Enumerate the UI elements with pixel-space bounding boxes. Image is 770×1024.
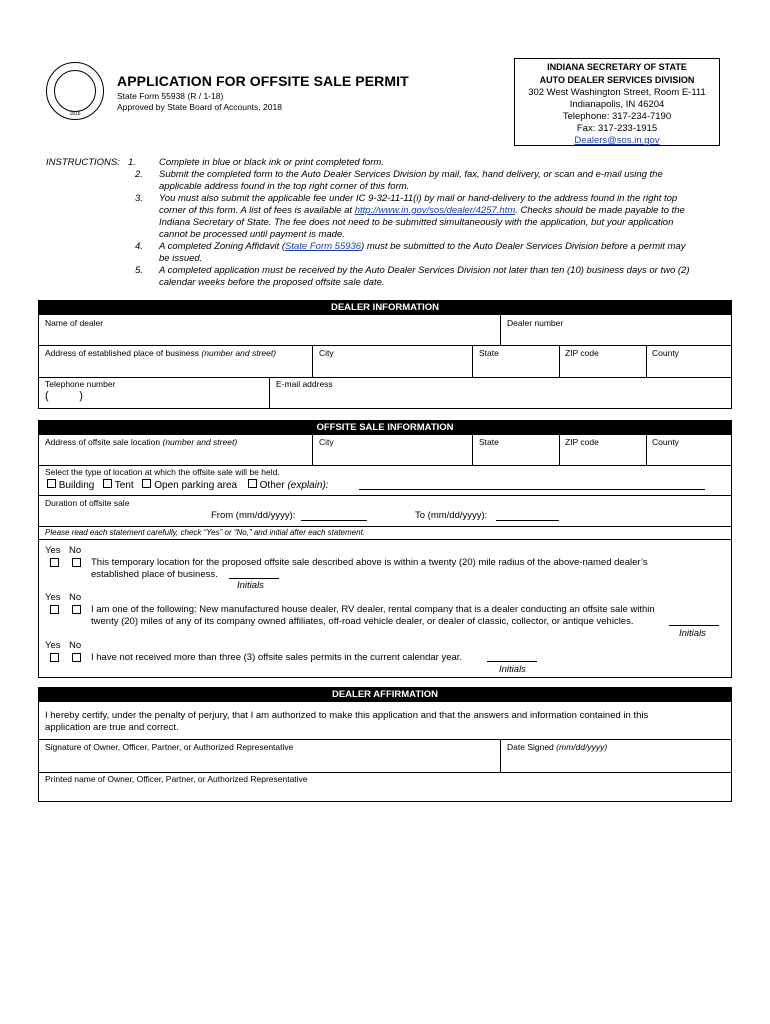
business-address-field[interactable] xyxy=(41,359,309,372)
location-type-label: Select the type of location at which the offsite sale will be held. xyxy=(45,467,280,477)
divider xyxy=(472,435,473,465)
instruction-num-4: 4. xyxy=(135,241,143,252)
dealer-number-label: Dealer number xyxy=(507,318,564,328)
state-seal xyxy=(46,62,104,120)
printed-name-field[interactable] xyxy=(41,785,729,799)
date-signed-field[interactable] xyxy=(504,753,728,768)
statement3-no-label: No xyxy=(69,640,82,651)
divider xyxy=(559,345,560,377)
building-checkbox[interactable] xyxy=(47,479,56,488)
statement1-line1: This temporary location for the proposed offsite sale described above is within a twenty (20) mile radius of the above-named dealer’s xyxy=(91,557,648,568)
divider xyxy=(500,739,501,772)
divider xyxy=(39,495,731,496)
zoning-affidavit-link[interactable]: State Form 55936 xyxy=(285,241,362,252)
offsite-address-label-a: Address of offsite sale location xyxy=(45,437,163,447)
dealer-information-section xyxy=(38,300,732,409)
offsite-city-field[interactable] xyxy=(315,448,470,461)
offsite-address-field[interactable] xyxy=(41,448,309,461)
statement2-line1: I am one of the following: New manufactured house dealer, RV dealer, rental company that is a dealer conducting an offsite sale within xyxy=(91,604,655,615)
from-date-label: From (mm/dd/yyyy): xyxy=(211,510,296,521)
offsite-city-label: City xyxy=(319,437,334,447)
offsite-state-label: State xyxy=(479,437,499,447)
divider xyxy=(39,345,731,346)
divider xyxy=(312,345,313,377)
agency-address-box xyxy=(514,58,720,146)
divider xyxy=(312,435,313,465)
instruction-2-line2: applicable address found in the top right corner of this form. xyxy=(159,181,410,192)
divider xyxy=(39,526,731,527)
divider xyxy=(39,739,731,740)
dealer-affirmation-heading: DEALER AFFIRMATION xyxy=(39,688,731,702)
instruction-4-line2: be issued. xyxy=(159,253,203,264)
statement1-no-label: No xyxy=(69,545,82,556)
divider xyxy=(269,377,270,409)
signature-label: Signature of Owner, Officer, Partner, or Authorized Representative xyxy=(45,742,294,752)
telephone-field[interactable]: ( ) xyxy=(45,390,83,402)
statement3-no-checkbox[interactable] xyxy=(72,653,81,662)
statement2-initials-label: Initials xyxy=(679,628,706,639)
other-checkbox[interactable] xyxy=(248,479,257,488)
statement2-no-checkbox[interactable] xyxy=(72,605,81,614)
statement3: I have not received more than three (3) offsite sales permits in the current calendar year. xyxy=(91,652,463,663)
tent-label: Tent xyxy=(114,480,134,491)
statement1-no-checkbox[interactable] xyxy=(72,558,81,567)
statement3-yes-checkbox[interactable] xyxy=(50,653,59,662)
instruction-3-line2a: corner of this form. A list of fees is available at xyxy=(159,205,355,216)
divider xyxy=(500,315,501,345)
printed-name-label: Printed name of Owner, Officer, Partner, or Authorized Representative xyxy=(45,774,308,784)
approval-note: Approved by State Board of Accounts, 2018 xyxy=(117,102,282,112)
instruction-4-a: A completed Zoning Affidavit ( xyxy=(159,241,286,252)
business-city-label: City xyxy=(319,348,334,358)
statement2-initials-field[interactable] xyxy=(669,625,719,626)
dealer-information-heading: DEALER INFORMATION xyxy=(39,301,731,315)
seal-inner-ring xyxy=(54,70,96,112)
duration-label: Duration of offsite sale xyxy=(45,498,130,508)
statement3-initials-field[interactable] xyxy=(487,661,537,662)
business-zip-label: ZIP code xyxy=(565,348,599,358)
instruction-5-line1: A completed application must be received by the Auto Dealer Services Division not later than ten (10) business days or two (2) xyxy=(159,265,690,276)
date-signed-label-b: (mm/dd/yyyy) xyxy=(556,742,608,752)
divider xyxy=(39,377,731,378)
fees-link[interactable]: http://www.in.gov/sos/dealer/4257.htm xyxy=(354,205,516,216)
agency-line2: AUTO DEALER SERVICES DIVISION xyxy=(539,75,695,85)
offsite-zip-field[interactable] xyxy=(562,448,644,461)
form-number: State Form 55938 (R / 1-18) xyxy=(117,91,224,101)
business-address-label-a: Address of established place of business xyxy=(45,348,202,358)
dealer-affirmation-section xyxy=(38,687,732,802)
affirmation-text-line1: I hereby certify, under the penalty of perjury, that I am authorized to make this application and that the answers and information contained in this xyxy=(45,710,649,721)
instruction-3-line3: Indiana Secretary of State. The fee does not need to be submitted simultaneously with the application, but your application xyxy=(159,217,674,228)
statement2-yes-label: Yes xyxy=(45,592,61,603)
divider xyxy=(646,345,647,377)
instruction-num-5: 5. xyxy=(135,265,143,276)
statement2-yes-checkbox[interactable] xyxy=(50,605,59,614)
tent-checkbox[interactable] xyxy=(103,479,112,488)
agency-street: 302 West Washington Street, Room E-111 xyxy=(528,87,706,98)
statement2-line2: twenty (20) miles of any of its company owned affiliates, off-road vehicle dealer, or dealer of classic, collector, or antique vehicles. xyxy=(91,616,634,627)
building-label: Building xyxy=(58,480,95,491)
to-date-label: To (mm/dd/yyyy): xyxy=(415,510,488,521)
form-title: APPLICATION FOR OFFSITE SALE PERMIT xyxy=(117,73,409,89)
instruction-4-b: ) must be submitted to the Auto Dealer Services Division before a permit may xyxy=(361,241,686,252)
instruction-3-line2b: . Checks should be made payable to the xyxy=(515,205,685,216)
offsite-zip-label: ZIP code xyxy=(565,437,599,447)
offsite-sale-section xyxy=(38,420,732,678)
offsite-address-label-b: (number and street) xyxy=(162,437,238,447)
statement3-initials-label: Initials xyxy=(499,664,526,675)
telephone-label: Telephone number xyxy=(45,379,116,389)
instruction-num-1: 1. xyxy=(128,157,136,168)
business-city-field[interactable] xyxy=(315,359,470,372)
instructions-label: INSTRUCTIONS: xyxy=(46,157,120,168)
other-explain-field[interactable] xyxy=(359,489,705,490)
instruction-4-line1 xyxy=(159,241,685,253)
date-signed-label xyxy=(507,742,607,752)
business-state-label: State xyxy=(479,348,499,358)
statement1-initials-label: Initials xyxy=(237,580,264,591)
business-county-field[interactable] xyxy=(649,359,729,372)
statement2-no-label: No xyxy=(69,592,82,603)
divider xyxy=(39,465,731,466)
name-of-dealer-field[interactable] xyxy=(41,328,496,341)
statement3-yes-label: Yes xyxy=(45,640,61,651)
location-type-options xyxy=(47,479,329,491)
instruction-3-line4: cannot be processed until payment is made. xyxy=(159,229,345,240)
business-zip-field[interactable] xyxy=(562,359,644,372)
signature-field[interactable] xyxy=(41,753,496,768)
to-date-field[interactable] xyxy=(496,520,559,521)
statement1-yes-label: Yes xyxy=(45,545,61,556)
read-statements-note: Please read each statement carefully, check “Yes” or “No,” and initial after each statement. xyxy=(45,528,366,537)
instruction-1-line1: Complete in blue or black ink or print completed form. xyxy=(159,157,384,168)
offsite-sale-heading: OFFSITE SALE INFORMATION xyxy=(39,421,731,435)
agency-city: Indianapolis, IN 46204 xyxy=(569,99,665,110)
business-address-label xyxy=(45,348,276,358)
instruction-3-line2 xyxy=(159,205,685,217)
agency-line1: INDIANA SECRETARY OF STATE xyxy=(547,62,687,72)
agency-email-link[interactable]: Dealers@sos.in.gov xyxy=(574,135,660,146)
offsite-address-label xyxy=(45,437,237,447)
divider xyxy=(39,539,731,540)
open-parking-checkbox[interactable] xyxy=(142,479,151,488)
instruction-2-line1: Submit the completed form to the Auto Dealer Services Division by mail, fax, hand delivery, or scan and e-mail using the xyxy=(159,169,663,180)
divider xyxy=(39,772,731,773)
agency-phone: Telephone: 317-234-7190 xyxy=(562,111,672,122)
open-parking-label: Open parking area xyxy=(154,480,238,491)
agency-fax: Fax: 317-233-1915 xyxy=(576,123,658,134)
statement1-line2: established place of business. xyxy=(91,569,218,580)
instruction-num-3: 3. xyxy=(135,193,143,204)
divider xyxy=(559,435,560,465)
seal-year: 1816 xyxy=(69,111,81,117)
instruction-num-2: 2. xyxy=(135,169,143,180)
email-label: E-mail address xyxy=(276,379,333,389)
offsite-county-label: County xyxy=(652,437,679,447)
from-date-field[interactable] xyxy=(301,520,367,521)
business-county-label: County xyxy=(652,348,679,358)
other-explain-label: (explain): xyxy=(287,480,329,491)
instruction-5-line2: calendar weeks before the proposed offsite sale date. xyxy=(159,277,385,288)
affirmation-text-line2: application are true and correct. xyxy=(45,722,179,733)
date-signed-label-a: Date Signed xyxy=(507,742,557,752)
business-address-label-b: (number and street) xyxy=(201,348,277,358)
divider xyxy=(646,435,647,465)
offsite-county-field[interactable] xyxy=(649,448,729,461)
business-state-field[interactable] xyxy=(475,359,557,372)
statement1-initials-field[interactable] xyxy=(229,578,279,579)
name-of-dealer-label: Name of dealer xyxy=(45,318,104,328)
dealer-number-field[interactable] xyxy=(504,328,728,341)
instruction-3-line1: You must also submit the applicable fee under IC 9-32-11-11(i) by mail or hand-delivery to the address found in the right top xyxy=(159,193,678,204)
divider xyxy=(472,345,473,377)
offsite-state-field[interactable] xyxy=(475,448,557,461)
statement1-yes-checkbox[interactable] xyxy=(50,558,59,567)
email-field[interactable] xyxy=(273,391,728,404)
other-label: Other xyxy=(259,480,285,491)
